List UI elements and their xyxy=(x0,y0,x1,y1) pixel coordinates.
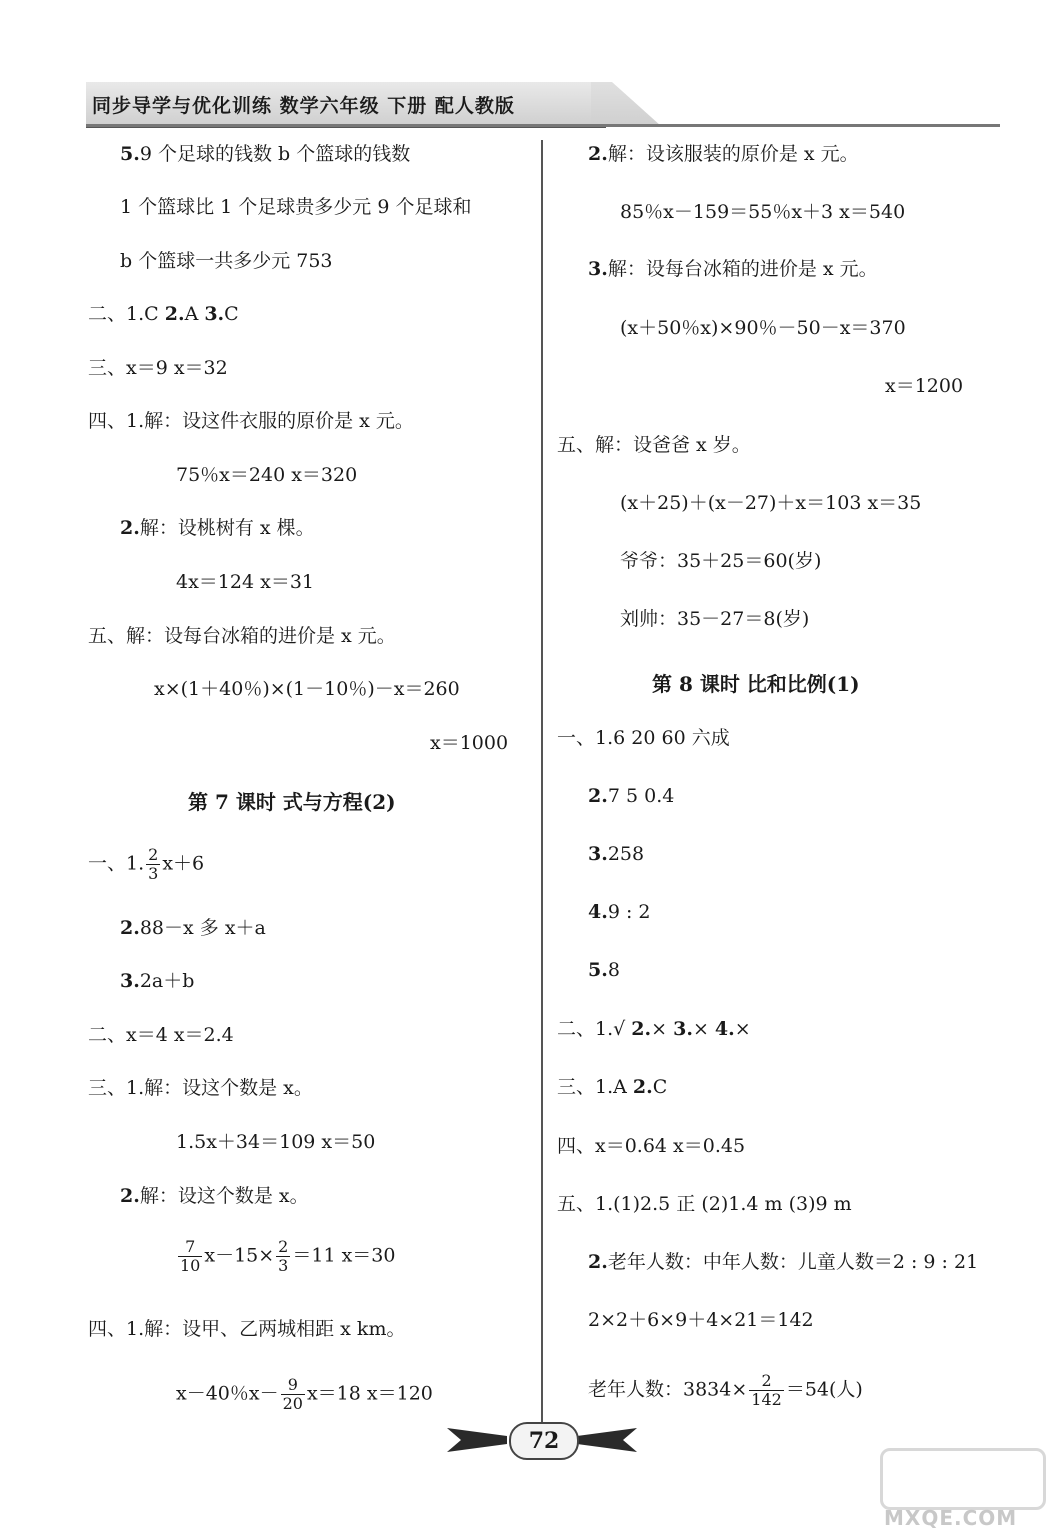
answer-line: 2.老年人数：中年人数：儿童人数＝2 : 9 : 21 xyxy=(588,1251,979,1273)
answer-line: 二、1.C 2.A 3.C xyxy=(88,303,239,325)
answer-line: 2.88－x 多 x＋a xyxy=(120,917,266,939)
header-rule xyxy=(86,124,1000,127)
page-header xyxy=(86,82,1000,128)
fraction: $\frac{2}{3}$ xyxy=(148,845,159,883)
answer-line: 五、解：设爸爸 x 岁。 xyxy=(557,434,751,456)
lesson-heading: 第 8 课时 比和比例(1) xyxy=(652,672,860,696)
answer-line: 二、1.√ 2.× 3.× 4.× xyxy=(557,1018,751,1040)
equation: x－40％x－ $\frac{9}{20}$ x＝18 x＝120 xyxy=(176,1375,433,1413)
answer-line: 3.258 xyxy=(588,843,645,865)
answer-line: 四、x＝0.64 x＝0.45 xyxy=(557,1135,746,1157)
book-title: 同步导学与优化训练 数学六年级 下册 配人教版 xyxy=(92,95,515,117)
answer-line: 三、1.A 2.C xyxy=(557,1076,668,1098)
answer-line: 三、1.解：设这个数是 x。 xyxy=(88,1077,313,1099)
equation: 4x＝124 x＝31 xyxy=(176,571,315,593)
header-swoosh xyxy=(591,82,661,126)
equation: 爷爷：35＋25＝60(岁) xyxy=(620,550,822,572)
answer-line: 5.9 个足球的钱数 b 个篮球的钱数 xyxy=(120,143,411,165)
equation: $\frac{7}{10}$ x－15× $\frac{2}{3}$ ＝11 x＝30 xyxy=(180,1237,396,1275)
equation: (x＋50％x)×90％－50－x＝370 xyxy=(620,317,906,339)
fraction: $\frac{2}{3}$ xyxy=(278,1237,289,1275)
answer-line: 1 个篮球比 1 个足球贵多少元 9 个足球和 xyxy=(120,196,472,218)
page-footer xyxy=(447,1418,637,1462)
answer-line: b 个篮球一共多少元 753 xyxy=(120,250,333,272)
equation: 2×2＋6×9＋4×21＝142 xyxy=(588,1309,814,1331)
equation: x＝1200 xyxy=(885,375,964,397)
answer-line: 2.解：设桃树有 x 棵。 xyxy=(120,517,315,539)
fraction: $\frac{7}{10}$ xyxy=(180,1237,201,1275)
lesson-heading: 第 7 课时 式与方程(2) xyxy=(188,790,396,814)
answer-line: 一、1.6 20 60 六成 xyxy=(557,727,730,749)
page-number: 72 xyxy=(509,1422,579,1460)
answer-line: 4.9 : 2 xyxy=(588,901,651,923)
fraction: $\frac{2}{142}$ xyxy=(751,1371,782,1409)
answer-line: 2.7 5 0.4 xyxy=(588,785,675,807)
answer-line: 3.解：设每台冰箱的进价是 x 元。 xyxy=(588,258,878,280)
equation: 75％x＝240 x＝320 xyxy=(176,464,358,486)
equation: (x＋25)＋(x－27)＋x＝103 x＝35 xyxy=(620,492,922,514)
answer-line: 四、1.解：设甲、乙两城相距 x km。 xyxy=(88,1318,406,1340)
column-divider xyxy=(541,140,543,1425)
equation: x＝1000 xyxy=(430,732,509,754)
equation: x×(1＋40％)×(1－10％)－x＝260 xyxy=(154,678,460,700)
answer-line: 五、解：设每台冰箱的进价是 x 元。 xyxy=(88,625,396,647)
watermark-logo-icon xyxy=(880,1448,1046,1510)
answer-line: 一、1. $\frac{2}{3}$ x＋6 xyxy=(88,845,205,883)
answer-line: 3.2a＋b xyxy=(120,970,195,992)
answer-line: 5.8 xyxy=(588,959,620,981)
answer-line: 三、x＝9 x＝32 xyxy=(88,357,228,379)
fraction: $\frac{9}{20}$ xyxy=(282,1375,303,1413)
watermark xyxy=(880,1448,1040,1528)
equation: 1.5x＋34＝109 x＝50 xyxy=(176,1131,376,1153)
answer-line: 四、1.解：设这件衣服的原价是 x 元。 xyxy=(88,410,414,432)
watermark-text: MXQE.COM xyxy=(884,1506,1018,1530)
answer-line: 五、1.(1)2.5 正 (2)1.4 m (3)9 m xyxy=(557,1193,852,1215)
answer-line: 2.解：设这个数是 x。 xyxy=(120,1185,309,1207)
equation: 老年人数：3834× $\frac{2}{142}$ ＝54(人) xyxy=(588,1371,863,1409)
answer-line: 二、x＝4 x＝2.4 xyxy=(88,1024,234,1046)
equation: 85％x－159＝55％x＋3 x＝540 xyxy=(620,201,906,223)
equation: 刘帅：35－27＝8(岁) xyxy=(620,608,810,630)
answer-line: 2.解：设该服装的原价是 x 元。 xyxy=(588,143,859,165)
